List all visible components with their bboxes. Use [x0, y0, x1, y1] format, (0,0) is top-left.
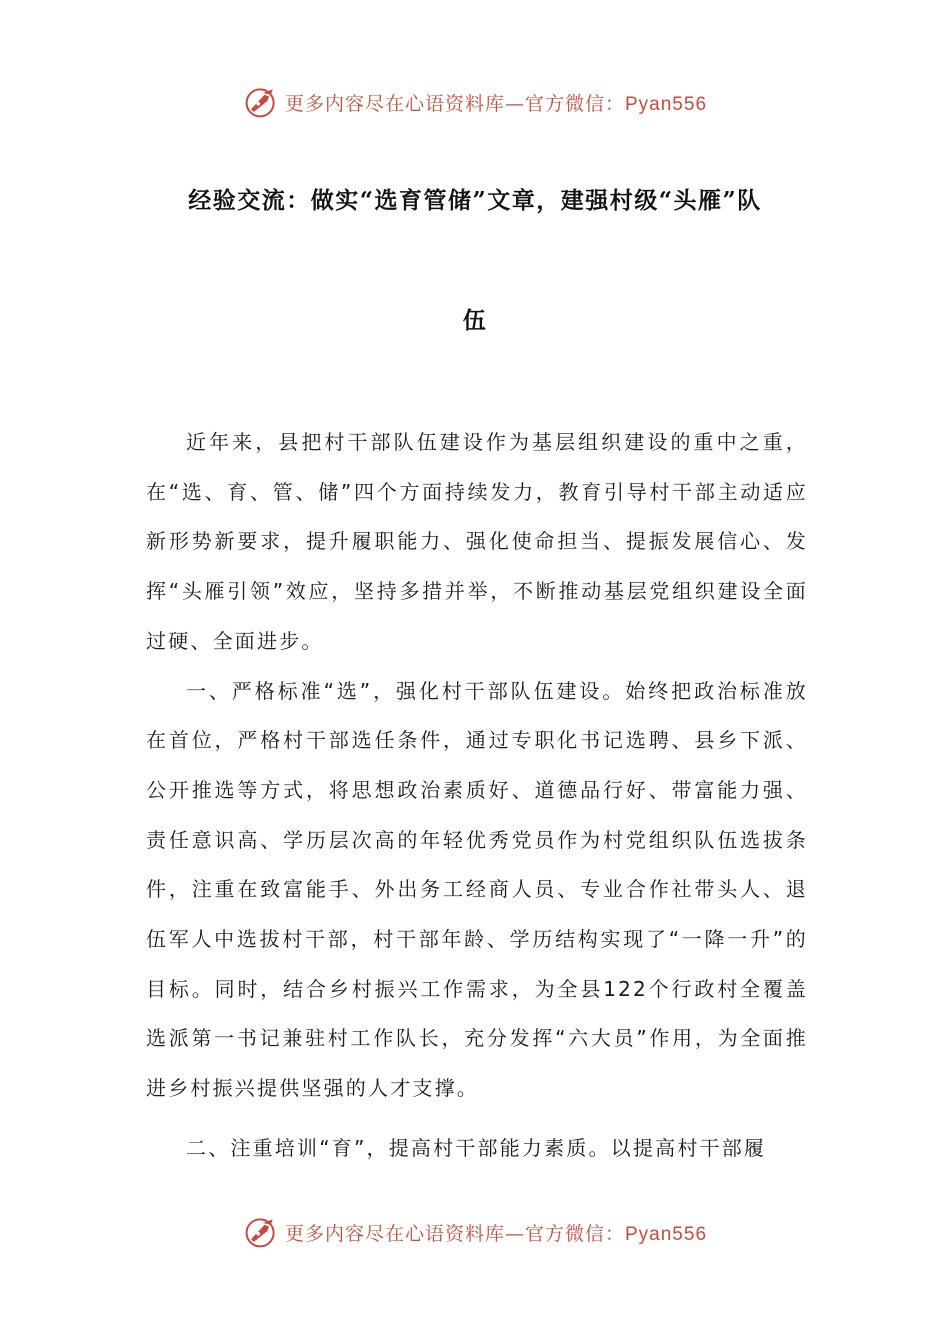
paragraph-section-1: 一、严格标准“选”，强化村干部队伍建设。始终把政治标准放在首位，严格村干部选任条件，通过专职化书记选聘、县乡下派、公开推选等方式，将思想政治素质好、道德品行好、带富能力强、责任意识高、学历层次高的年轻优秀党员作为村党组织队伍选拔条件，注重在致富能手、外出务工经商人员、专业合作社带头人、退伍军人中选拔村干部，村干部年龄、学历结构实现了“一降一升”的目标。同时，结合乡村振兴工作需求，为全县122个行政村全覆盖选派第一书记兼驻村工作队长，充分发挥“六大员”作用，为全面推进乡村振兴提供坚强的人才支撑。	[146, 678, 808, 1101]
pen-nib-logo-icon	[243, 1214, 279, 1250]
header-separator: —	[504, 92, 525, 115]
header-banner-text	[285, 89, 707, 116]
pen-nib-logo-icon	[243, 84, 279, 120]
header-banner	[0, 82, 950, 122]
footer-site-text: 更多内容尽在心语资料库	[284, 1222, 505, 1245]
document-body	[146, 418, 808, 1174]
footer-banner-text	[285, 1219, 707, 1246]
paragraph-section-2: 二、注重培训“育”，提高村干部能力素质。以提高村干部履	[186, 1135, 767, 1160]
document-title-line-1: 经验交流：做实“选育管储”文章，建强村级“头雁”队	[188, 187, 762, 214]
footer-contact-label: 官方微信：	[524, 1222, 625, 1245]
footer-separator: —	[504, 1222, 525, 1245]
header-contact-id: Pyan556	[625, 93, 708, 115]
header-contact-label: 官方微信：	[524, 92, 625, 115]
paragraph-intro: 近年来，县把村干部队伍建设作为基层组织建设的重中之重，在“选、育、管、储”四个方面持续发力，教育引导村干部主动适应新形势新要求，提升履职能力、强化使命担当、提振发展信心、发挥“头雁引领”效应，坚持多措并举，不断推动基层党组织建设全面过硬、全面进步。	[146, 430, 808, 653]
footer-banner	[0, 1212, 950, 1252]
footer-contact-id: Pyan556	[625, 1223, 708, 1245]
document-title-line-2: 伍	[462, 307, 488, 334]
header-site-text: 更多内容尽在心语资料库	[284, 92, 505, 115]
